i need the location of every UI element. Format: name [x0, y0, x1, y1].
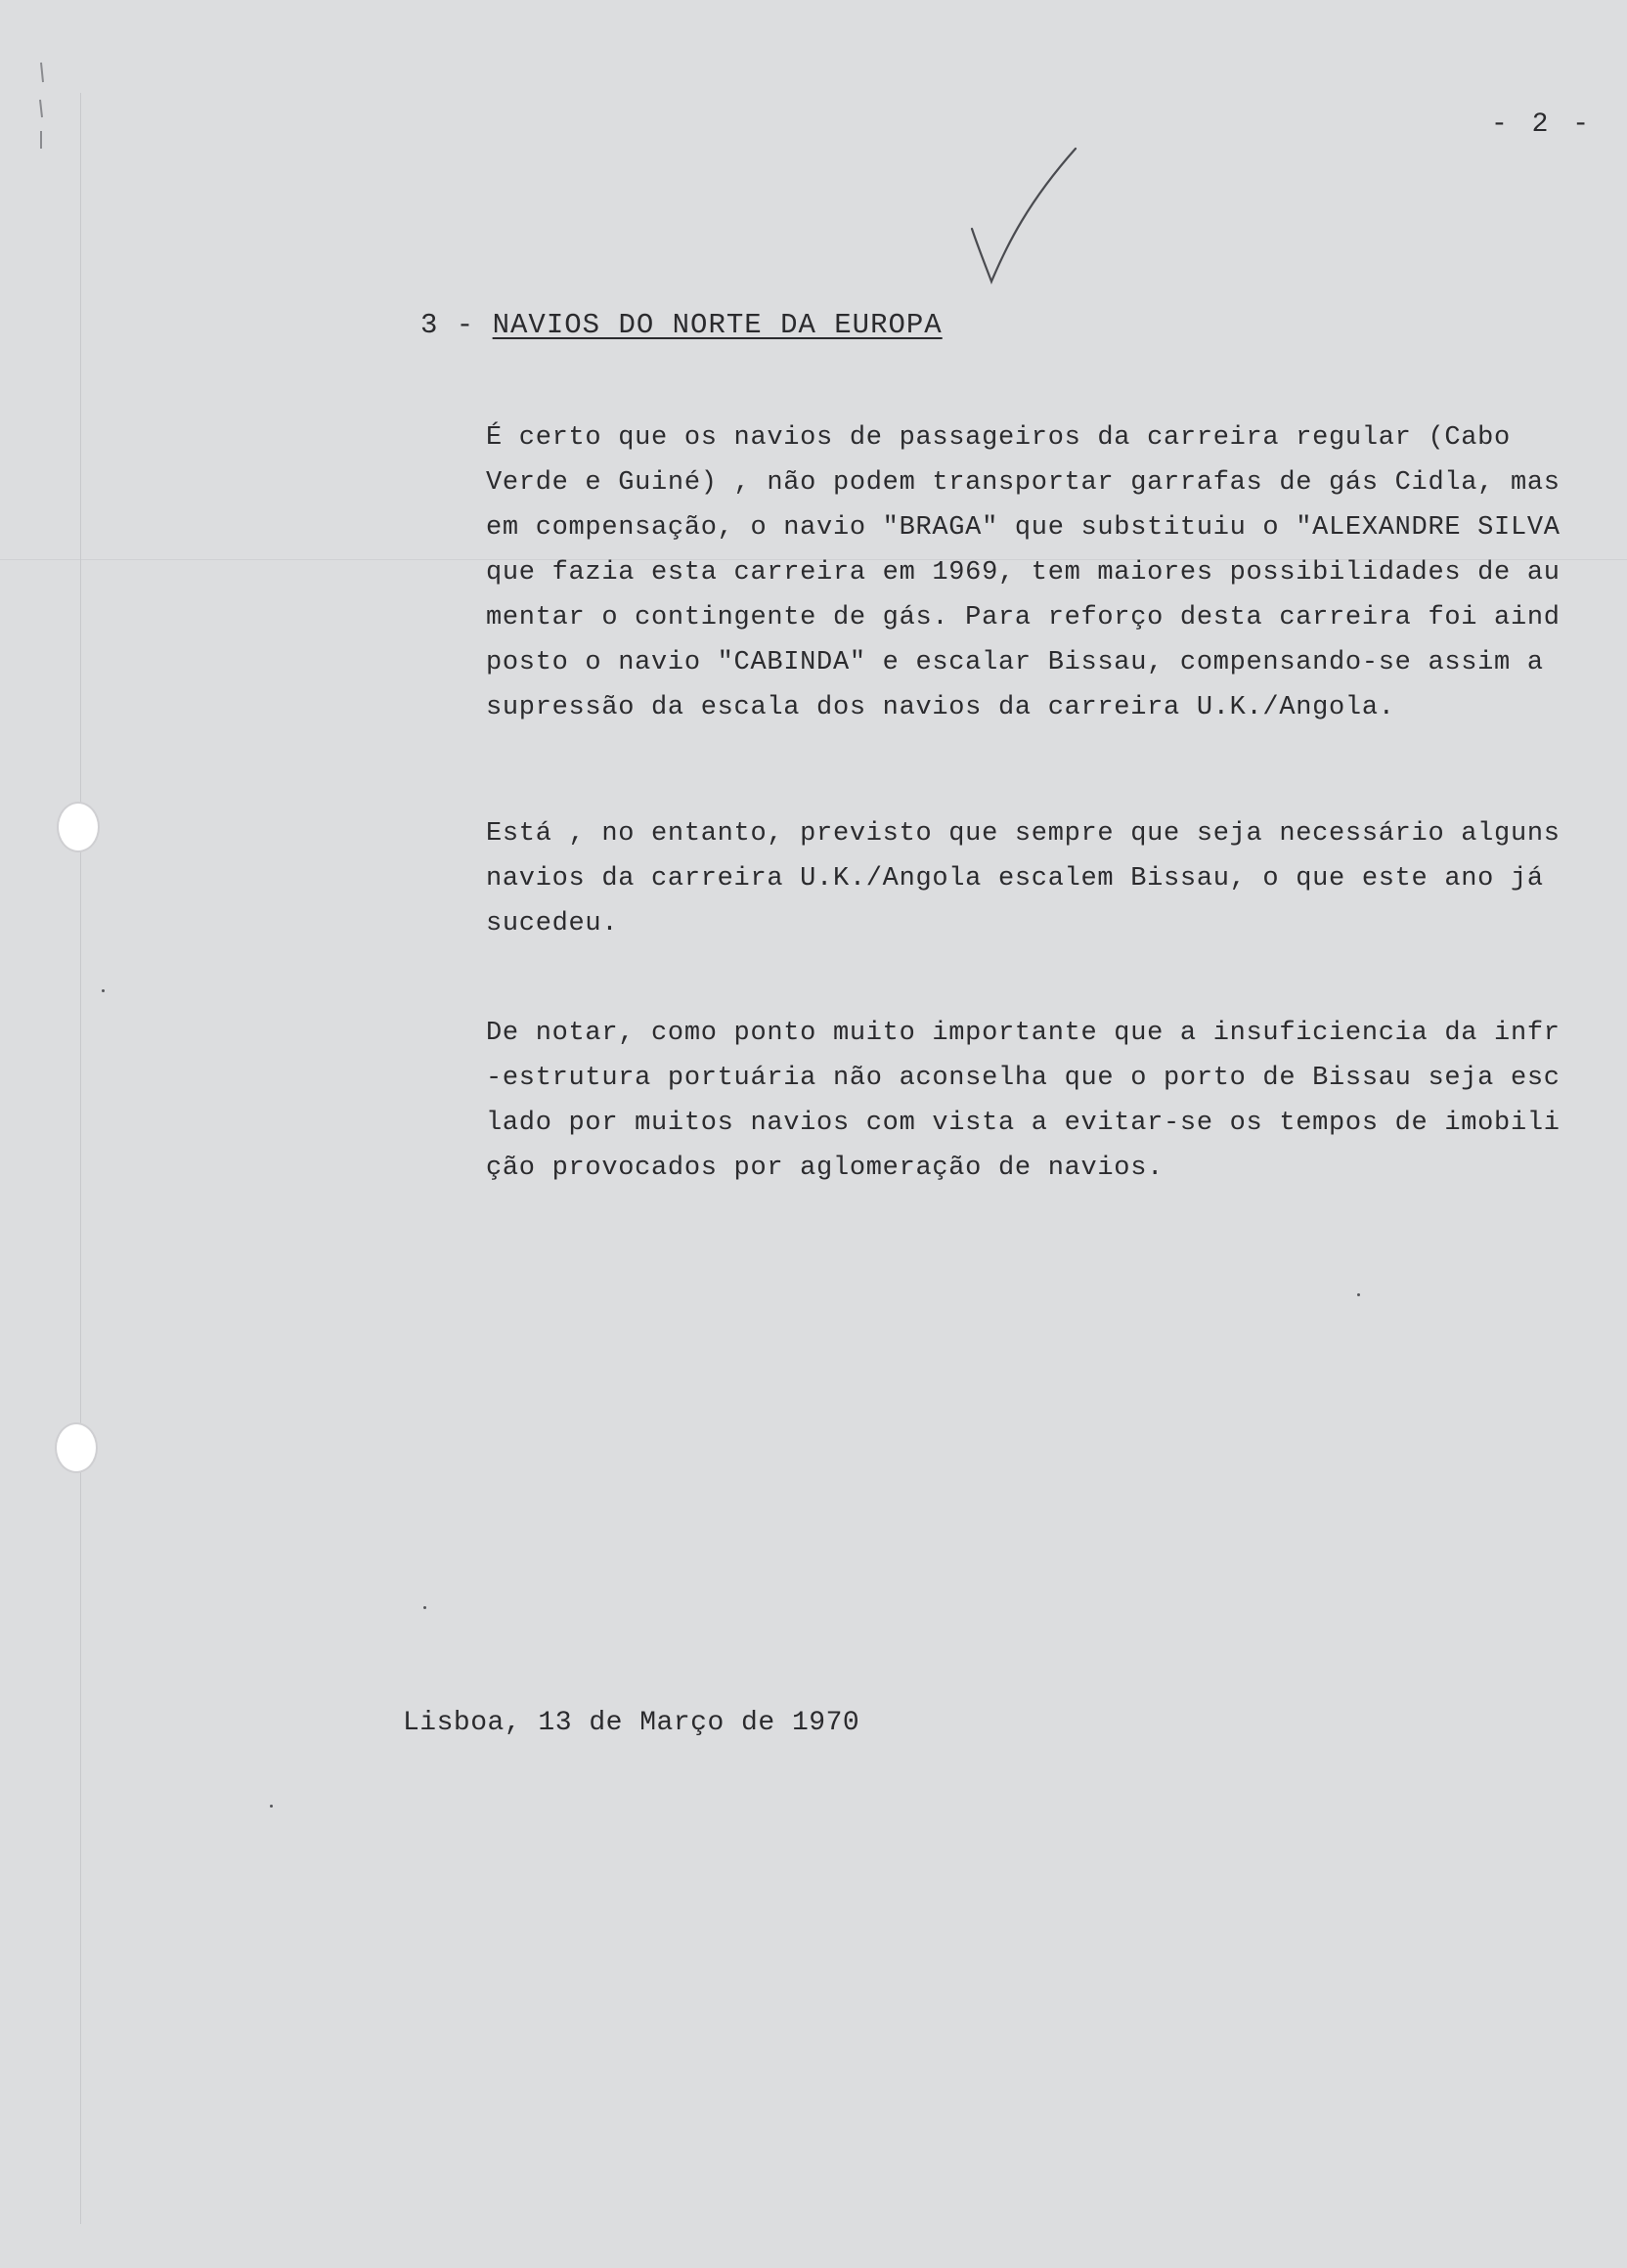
paper-speck [102, 989, 105, 992]
punch-hole-bottom [55, 1422, 98, 1473]
text-line: mentar o contingente de gás. Para reforço desta carreira foi aind [486, 603, 1561, 632]
text-line: -estrutura portuária não aconselha que o porto de Bissau seja esc [486, 1064, 1561, 1093]
paper-speck [270, 1805, 273, 1808]
margin-line [80, 93, 81, 2224]
paper-speck [1357, 1293, 1360, 1296]
text-line: supressão da escala dos navios da carreira U.K./Angola. [486, 693, 1395, 722]
check-mark-icon [968, 145, 1085, 291]
section-title: NAVIOS DO NORTE DA EUROPA [492, 309, 943, 341]
text-line: posto o navio "CABINDA" e escalar Bissau, compensando-se assim a [486, 648, 1544, 677]
text-line: em compensação, o navio "BRAGA" que substituiu o "ALEXANDRE SILVA [486, 513, 1561, 543]
text-line: navios da carreira U.K./Angola escalem Bissau, o que este ano já [486, 864, 1544, 894]
text-line: sucedeu. [486, 909, 619, 938]
paragraph-1 [486, 415, 1620, 730]
page-number: - 2 - [1491, 109, 1594, 140]
paper-speck [423, 1606, 426, 1609]
paragraph-3 [486, 1011, 1620, 1191]
punch-hole-top [57, 802, 100, 852]
text-line: De notar, como ponto muito importante que a insuficiencia da infr [486, 1019, 1561, 1048]
text-line: Verde e Guiné) , não podem transportar garrafas de gás Cidla, mas [486, 468, 1561, 498]
text-line: Está , no entanto, previsto que sempre que seja necessário alguns [486, 819, 1561, 849]
section-heading [420, 309, 943, 341]
binding-marks [35, 61, 55, 168]
paragraph-2 [486, 811, 1620, 946]
section-number: 3 - [420, 309, 475, 341]
date-line: Lisboa, 13 de Março de 1970 [403, 1708, 860, 1738]
text-line: ção provocados por aglomeração de navios. [486, 1154, 1165, 1183]
text-line: lado por muitos navios com vista a evitar-se os tempos de imobili [486, 1109, 1561, 1138]
text-line: que fazia esta carreira em 1969, tem maiores possibilidades de au [486, 558, 1561, 588]
text-line: É certo que os navios de passageiros da carreira regular (Cabo [486, 423, 1511, 453]
